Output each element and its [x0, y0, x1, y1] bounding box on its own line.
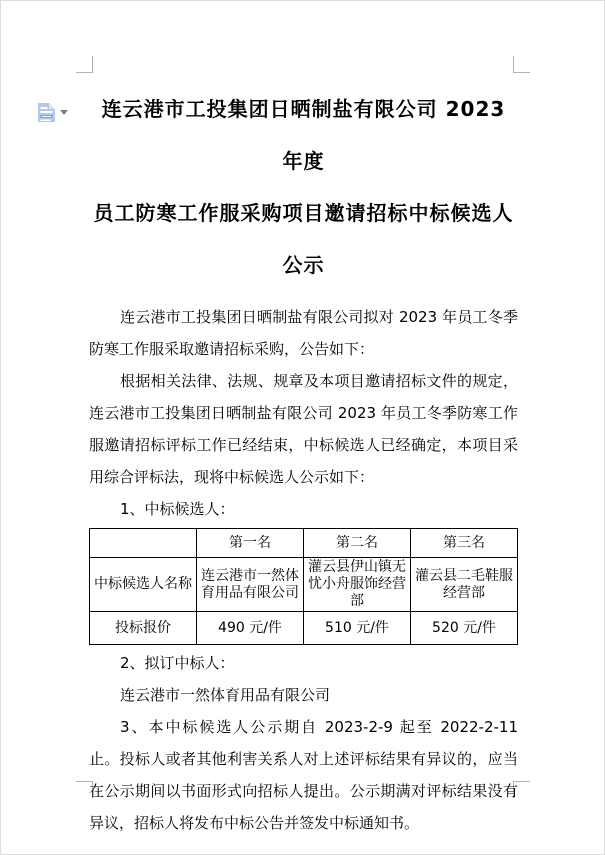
list-item-3-publicity-period: 3、本中标候选人公示期自 2023-2-9 起至 2022-2-11 止。投标人或者其他利害关系人对上述评标结果有异议的，应当在公示期间以书面形式向招标人提出。公示期满对评标结果没有异议，招标人将发布中标公告并签发中标通知书。: [89, 718, 518, 832]
row-label-bid-price: 投标报价: [90, 612, 197, 645]
list-item-2-proposed-winner: 2、拟订中标人：: [120, 654, 235, 672]
document-content: [89, 83, 518, 839]
title-line-2: 员工防寒工作服采购项目邀请招标中标候选人: [93, 201, 514, 225]
cell-bid-price-3: 520 元/件: [411, 612, 518, 645]
cell-candidate-name-1: 连云港市一然体育用品有限公司: [197, 558, 304, 612]
table-row-bid-prices: [90, 612, 518, 645]
paragraph-basis: 根据相关法律、法规、规章及本项目邀请招标文件的规定，连云港市工投集团日晒制盐有限公司 2023 年员工冬季防寒工作服邀请招标评标工作已经结束，中标候选人已经确定，本项目采用综合评标法，现将中标候选人公示如下：: [89, 372, 518, 486]
title-line-3: 公示: [282, 253, 325, 277]
cell-bid-price-1: 490 元/件: [197, 612, 304, 645]
row-label-candidate-name: 中标候选人名称: [90, 558, 197, 612]
candidates-table: [89, 528, 518, 645]
table-header-row: [90, 529, 518, 558]
document-options-icon: [37, 102, 56, 123]
proposed-winner-name: 连云港市一然体育用品有限公司: [120, 686, 331, 704]
table-header-rank-3: 第三名: [411, 529, 518, 558]
document-body: [89, 301, 518, 839]
cell-bid-price-2: 510 元/件: [304, 612, 411, 645]
cell-candidate-name-2: 灌云县伊山镇无忧小舟服饰经营部: [304, 558, 411, 612]
table-header-rank-1: 第一名: [197, 529, 304, 558]
text-boundary-mark-top-right: [513, 56, 530, 73]
title-line-1: 连云港市工投集团日晒制盐有限公司 2023 年度: [101, 97, 506, 173]
chevron-down-icon: [60, 110, 68, 115]
list-item-1-candidates: 1、中标候选人：: [120, 500, 235, 518]
cell-candidate-name-3: 灌云县二毛鞋服经营部: [411, 558, 518, 612]
table-header-rank-2: 第二名: [304, 529, 411, 558]
text-boundary-mark-top-left: [76, 56, 93, 73]
paragraph-intro: 连云港市工投集团日晒制盐有限公司拟对 2023 年员工冬季防寒工作服采取邀请招标采购，公告如下：: [89, 308, 518, 358]
table-corner-cell: [90, 529, 197, 558]
table-row-candidate-names: [90, 558, 518, 612]
document-title: [89, 83, 518, 291]
paragraph-options-button[interactable]: [37, 102, 68, 123]
